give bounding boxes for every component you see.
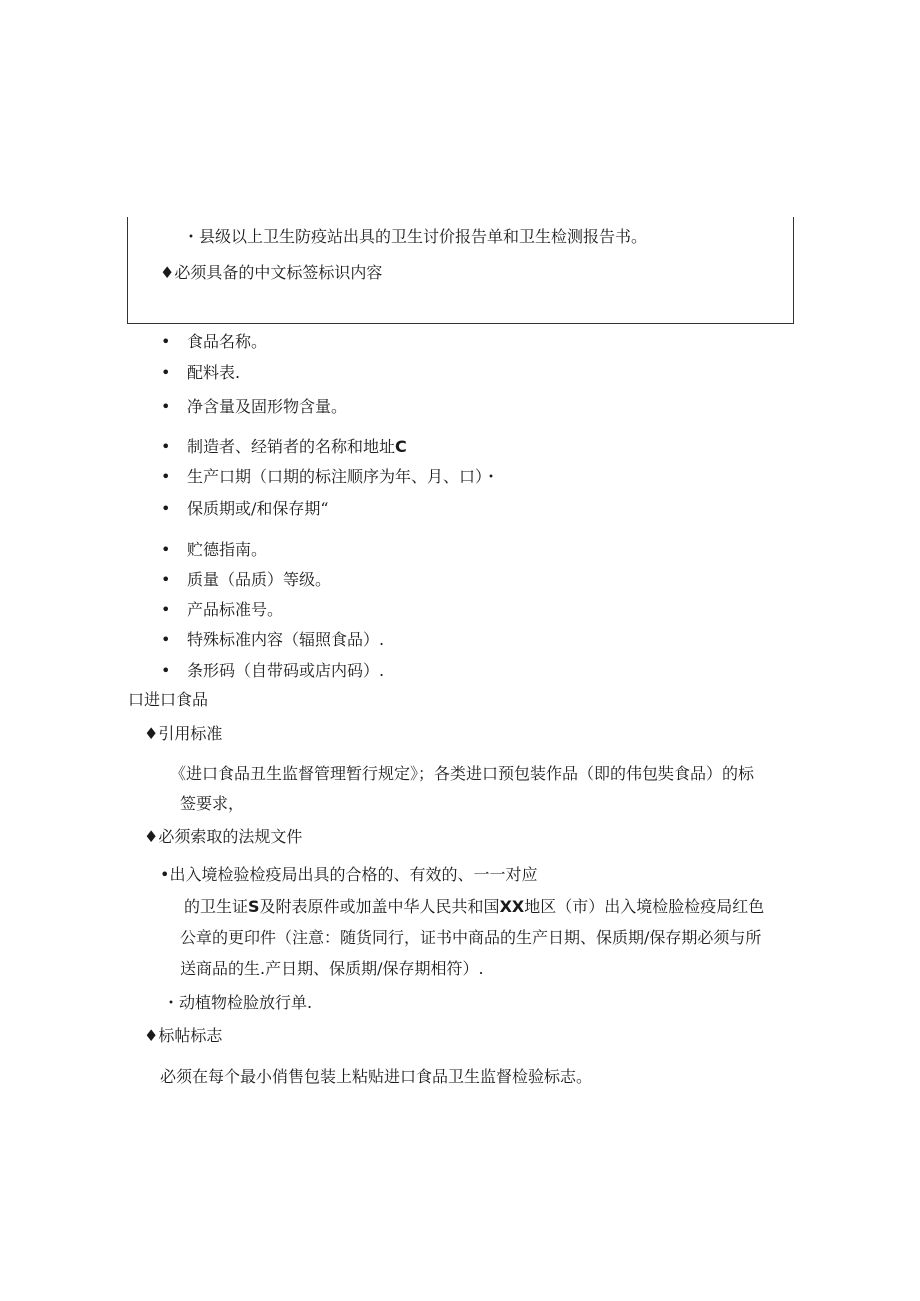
docs-line-2: 的卫生证S及附表原件或加盖中华人民共和国XX地区（市）出入境检脸检疫局红色 xyxy=(184,897,765,916)
docs-line-5: ・动植物检脸放行单. xyxy=(163,993,313,1012)
import-heading: 口进口食品 xyxy=(128,690,209,709)
docs-line-1: •出入境检验检疫局出具的合格的、有效的、一一对应 xyxy=(160,865,538,884)
list-item: • 净含量及固形物含量。 xyxy=(161,397,348,416)
list-item: • 制造者、经销者的名称和地址C xyxy=(161,437,407,456)
docs-line-3: 公章的更印件（注意：随货同行，证书中商品的生产日期、保质期/保存期必须与所 xyxy=(180,928,762,947)
list-item: • 特殊标准内容（辐照食品）. xyxy=(161,630,385,649)
list-item: • 质量（品质）等级。 xyxy=(161,570,332,589)
list-item: • 食品名称。 xyxy=(161,332,268,351)
docs-heading: ♦必须索取的法规文件 xyxy=(144,827,303,846)
list-item: • 产品标准号。 xyxy=(161,600,284,619)
ref-line-1: 《进口食品丑生监督管理暂行规定》；各类进口预包装作品（即的伟包奘食品）的标 xyxy=(170,764,755,783)
list-item: • 保质期或/和保存期“ xyxy=(161,499,329,518)
docs-line-4: 送商品的生.产日期、保质期/保存期相符）. xyxy=(180,959,484,978)
list-item: • 生产口期（口期的标注顺序为年、月、口）・ xyxy=(161,467,500,486)
ref-line-2: 签要求， xyxy=(180,794,245,813)
mark-line: 必须在每个最小俏售包装上粘贴进口食品卫生监督检验标志。 xyxy=(160,1067,593,1086)
box-line-1: ・县级以上卫生防疫站出具的卫生讨价报告单和卫生检测报告书。 xyxy=(183,227,648,246)
list-item: • 贮德指南。 xyxy=(161,540,268,559)
list-item: • 条形码（自带码或店内码）. xyxy=(161,661,385,680)
box-line-2: ♦必须具备的中文标签标识内容 xyxy=(160,263,383,282)
mark-heading: ♦标帖标志 xyxy=(144,1026,223,1045)
ref-heading: ♦引用标准 xyxy=(144,724,223,743)
list-item: • 配料表. xyxy=(161,363,241,382)
